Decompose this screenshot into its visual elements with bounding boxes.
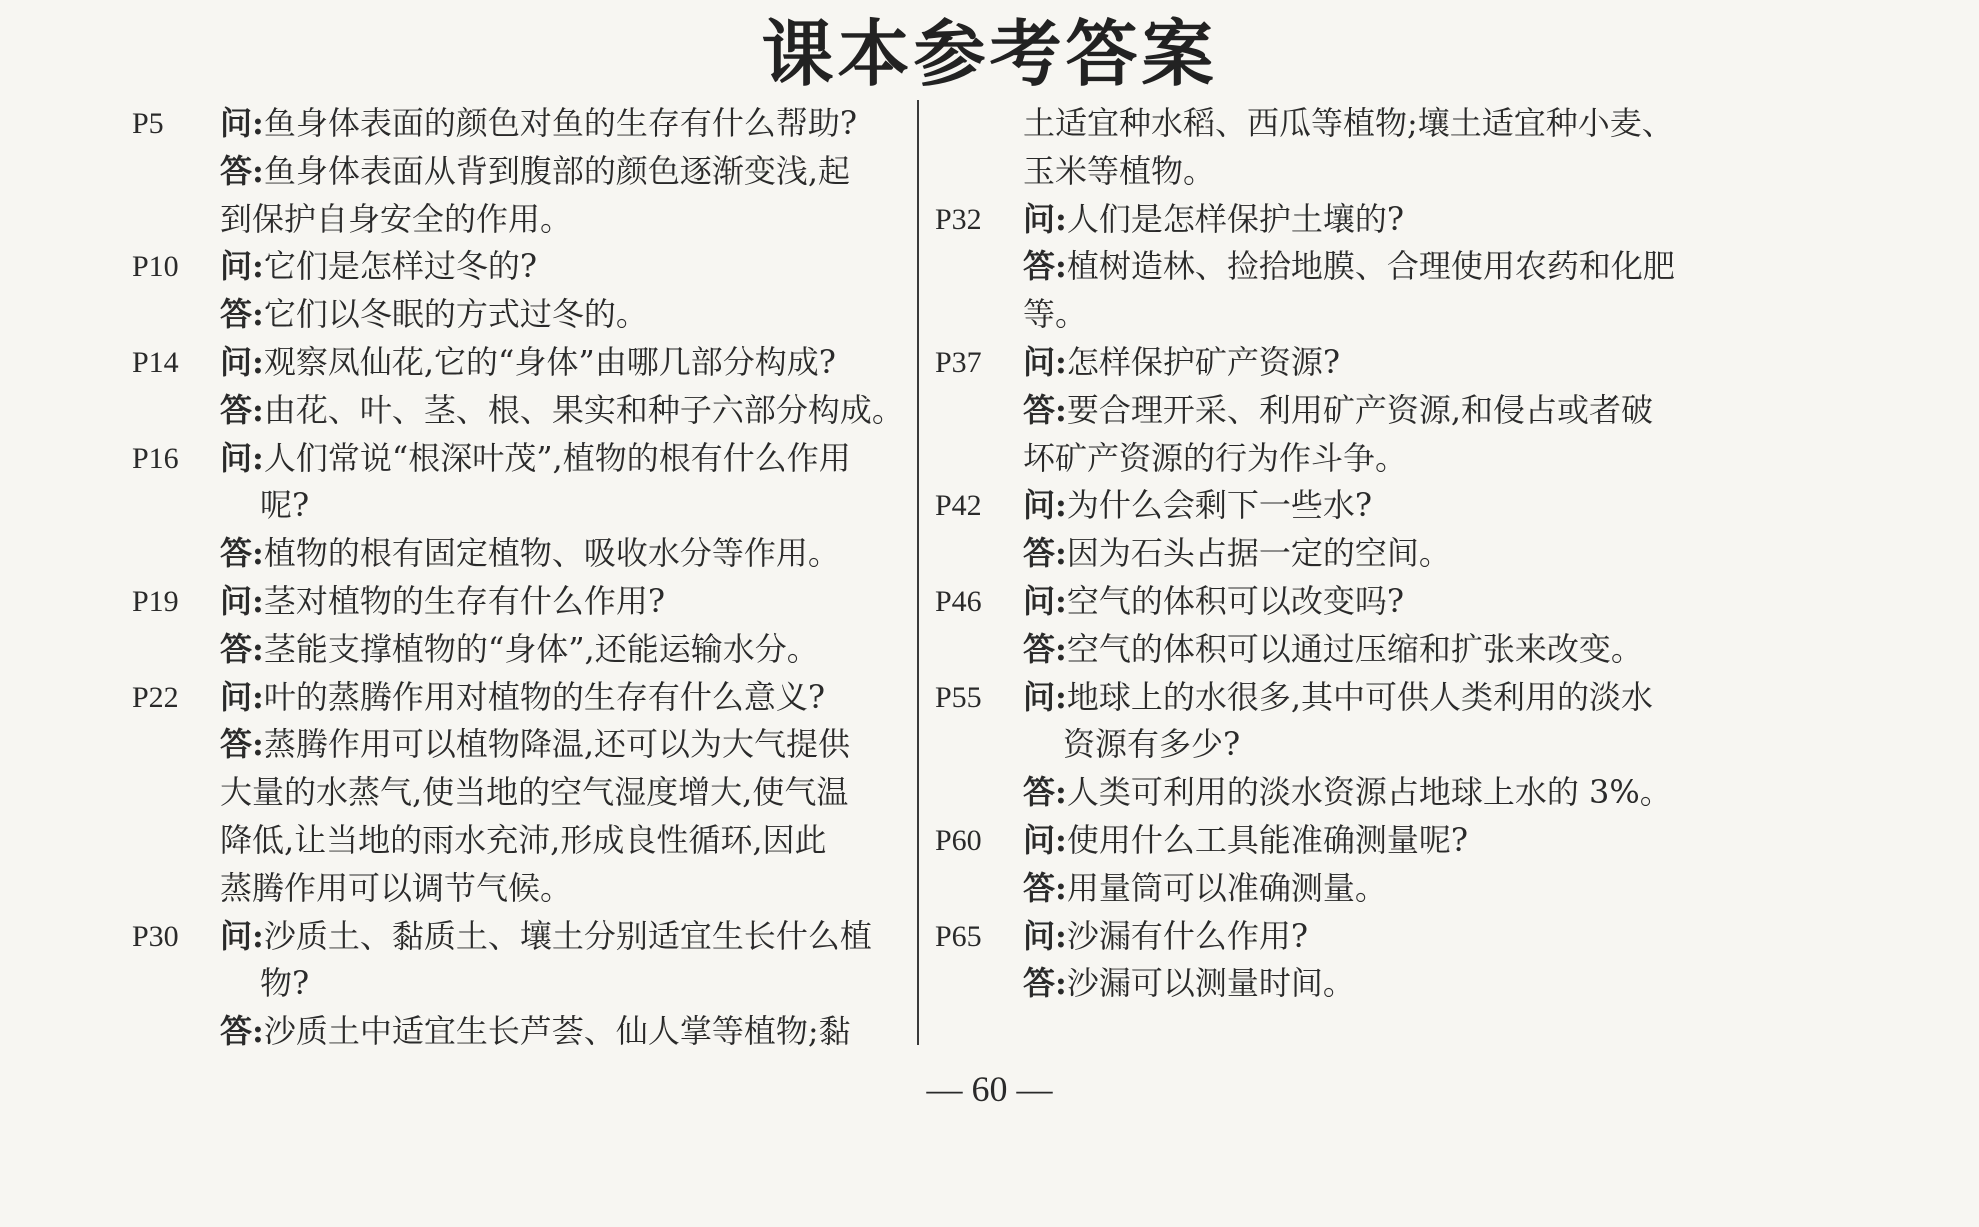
answer-text: 蒸腾作用可以植物降温,还可以为大气提供 bbox=[263, 725, 851, 764]
question-line bbox=[1023, 578, 1715, 626]
answer-line bbox=[1023, 387, 1715, 435]
question-continuation bbox=[220, 960, 912, 1008]
answer-marker: 答: bbox=[1023, 247, 1067, 286]
question-text: 沙漏有什么作用? bbox=[1066, 916, 1308, 955]
question-line bbox=[220, 339, 912, 387]
answer-marker: 答: bbox=[220, 151, 264, 190]
answer-marker: 答: bbox=[220, 629, 264, 668]
question-text: 怎样保护矿产资源? bbox=[1066, 342, 1340, 381]
question-marker: 问: bbox=[1023, 916, 1067, 955]
answer-continuation: 玉米等植物。 bbox=[1023, 151, 1216, 190]
question-text: 使用什么工具能准确测量呢? bbox=[1066, 820, 1468, 859]
page-ref: P42 bbox=[935, 489, 982, 523]
answer-continuation bbox=[220, 817, 912, 865]
question-line bbox=[1023, 339, 1715, 387]
question-line bbox=[220, 578, 912, 626]
answer-text: 降低,让当地的雨水充沛,形成良性循环,因此 bbox=[220, 820, 827, 859]
answer-line bbox=[1023, 626, 1715, 674]
answer-line bbox=[220, 721, 912, 769]
question-text: 地球上的水很多,其中可供人类利用的淡水 bbox=[1066, 677, 1654, 716]
answer-line bbox=[220, 387, 912, 435]
page-ref: P30 bbox=[132, 919, 179, 953]
left-column bbox=[132, 100, 912, 1056]
answer-text: 因为石头占据一定的空间。 bbox=[1066, 534, 1451, 573]
answer-text: 蒸腾作用可以调节气候。 bbox=[220, 868, 573, 907]
answer-line bbox=[1023, 530, 1715, 578]
question-line bbox=[220, 243, 912, 291]
answer-continuation bbox=[1023, 435, 1715, 483]
question-continuation bbox=[220, 482, 912, 530]
question-line bbox=[1023, 817, 1715, 865]
qa-entry bbox=[935, 339, 1715, 482]
question-line bbox=[220, 100, 912, 148]
question-marker: 问: bbox=[1023, 486, 1067, 525]
question-marker: 问: bbox=[220, 581, 264, 620]
question-marker: 问: bbox=[220, 342, 264, 381]
answer-line bbox=[220, 626, 912, 674]
question-text: 鱼身体表面的颜色对鱼的生存有什么帮助? bbox=[263, 104, 857, 142]
answer-text: 沙漏可以测量时间。 bbox=[1066, 964, 1355, 1003]
page-ref: P22 bbox=[132, 680, 179, 714]
page-ref: P46 bbox=[935, 584, 982, 618]
answer-continuation bbox=[220, 196, 912, 244]
qa-entry bbox=[935, 482, 1715, 578]
answer-marker: 答: bbox=[220, 534, 264, 573]
page-ref: P14 bbox=[132, 345, 179, 379]
question-marker: 问: bbox=[220, 438, 264, 477]
qa-entry bbox=[132, 913, 912, 1056]
question-line bbox=[1023, 196, 1715, 244]
question-marker: 问: bbox=[1023, 581, 1067, 620]
column-divider bbox=[917, 100, 919, 1045]
page-number: — 60 — bbox=[926, 1069, 1053, 1109]
answer-text: 到保护自身安全的作用。 bbox=[220, 199, 573, 238]
answer-text: 鱼身体表面从背到腹部的颜色逐渐变浅,起 bbox=[263, 151, 851, 190]
answer-line bbox=[220, 1008, 912, 1056]
answer-continuation bbox=[1023, 291, 1715, 339]
question-line bbox=[1023, 482, 1715, 530]
answer-text: 空气的体积可以通过压缩和扩张来改变。 bbox=[1066, 629, 1643, 668]
answer-marker: 答: bbox=[1023, 629, 1067, 668]
question-text: 人们常说“根深叶茂”,植物的根有什么作用 bbox=[263, 438, 851, 477]
answer-marker: 答: bbox=[1023, 390, 1067, 429]
qa-entry bbox=[935, 196, 1715, 339]
answer-text: 用量筒可以准确测量。 bbox=[1066, 868, 1387, 907]
question-text: 资源有多少? bbox=[1063, 725, 1241, 764]
question-text: 观察凤仙花,它的“身体”由哪几部分构成? bbox=[263, 342, 836, 381]
answer-continuation bbox=[220, 865, 912, 913]
answer-text: 大量的水蒸气,使当地的空气湿度增大,使气温 bbox=[220, 773, 849, 812]
question-continuation bbox=[1023, 721, 1715, 769]
question-marker: 问: bbox=[220, 677, 264, 716]
question-text: 沙质土、黏质土、壤土分别适宜生长什么植 bbox=[263, 916, 872, 955]
answer-marker: 答: bbox=[220, 1012, 264, 1051]
answer-line bbox=[220, 291, 912, 339]
question-line bbox=[220, 674, 912, 722]
question-text: 叶的蒸腾作用对植物的生存有什么意义? bbox=[263, 677, 825, 716]
question-text: 空气的体积可以改变吗? bbox=[1066, 581, 1404, 620]
answer-marker: 答: bbox=[220, 390, 264, 429]
question-marker: 问: bbox=[1023, 677, 1067, 716]
answer-marker: 答: bbox=[1023, 964, 1067, 1003]
page-ref: P60 bbox=[935, 823, 982, 857]
answer-marker: 答: bbox=[220, 725, 264, 764]
question-marker: 问: bbox=[220, 247, 264, 286]
qa-entry bbox=[935, 817, 1715, 913]
page-title: 课本参考答案 bbox=[761, 11, 1218, 96]
qa-entry bbox=[935, 674, 1715, 817]
answer-text: 茎能支撑植物的“身体”,还能运输水分。 bbox=[263, 629, 819, 668]
page-ref: P10 bbox=[132, 250, 179, 284]
answer-text: 要合理开采、利用矿产资源,和侵占或者破 bbox=[1066, 390, 1654, 429]
question-text: 它们是怎样过冬的? bbox=[263, 247, 537, 286]
answer-text: 等。 bbox=[1023, 295, 1088, 334]
answer-line bbox=[1023, 243, 1715, 291]
page-ref: P32 bbox=[935, 202, 982, 236]
answer-text: 坏矿产资源的行为作斗争。 bbox=[1023, 438, 1408, 477]
question-marker: 问: bbox=[220, 104, 264, 142]
qa-entry bbox=[132, 435, 912, 578]
question-line bbox=[220, 435, 912, 483]
qa-entry bbox=[132, 339, 912, 435]
answer-text: 植物的根有固定植物、吸收水分等作用。 bbox=[263, 534, 840, 573]
question-line bbox=[1023, 674, 1715, 722]
qa-entry bbox=[935, 913, 1715, 1009]
question-text: 人们是怎样保护土壤的? bbox=[1066, 199, 1404, 238]
answer-text: 人类可利用的淡水资源占地球上水的 3%。 bbox=[1066, 773, 1672, 812]
page-ref: P5 bbox=[132, 107, 164, 140]
qa-entry bbox=[132, 243, 912, 339]
answer-line bbox=[220, 148, 912, 196]
page-ref: P16 bbox=[132, 441, 179, 475]
answer-continuation-block bbox=[935, 100, 1715, 196]
question-marker: 问: bbox=[1023, 820, 1067, 859]
answer-text: 它们以冬眠的方式过冬的。 bbox=[263, 295, 648, 334]
question-text: 呢? bbox=[260, 486, 310, 525]
page-ref: P55 bbox=[935, 680, 982, 714]
answer-marker: 答: bbox=[1023, 534, 1067, 573]
question-marker: 问: bbox=[220, 916, 264, 955]
question-marker: 问: bbox=[1023, 199, 1067, 238]
answer-text: 植树造林、捡拾地膜、合理使用农药和化肥 bbox=[1066, 247, 1675, 286]
answer-text: 由花、叶、茎、根、果实和种子六部分构成。 bbox=[263, 390, 904, 429]
question-text: 茎对植物的生存有什么作用? bbox=[263, 581, 665, 620]
question-line bbox=[1023, 913, 1715, 961]
qa-entry bbox=[132, 100, 912, 243]
answer-text: 沙质土中适宜生长芦荟、仙人掌等植物;黏 bbox=[263, 1012, 851, 1051]
page-ref: P65 bbox=[935, 919, 982, 953]
answer-line bbox=[220, 530, 912, 578]
question-text: 物? bbox=[260, 964, 310, 1003]
answer-marker: 答: bbox=[220, 295, 264, 334]
question-text: 为什么会剩下一些水? bbox=[1066, 486, 1372, 525]
page-ref: P19 bbox=[132, 584, 179, 618]
answer-marker: 答: bbox=[1023, 868, 1067, 907]
answer-line bbox=[1023, 865, 1715, 913]
answer-line bbox=[1023, 960, 1715, 1008]
question-line bbox=[220, 913, 912, 961]
question-marker: 问: bbox=[1023, 342, 1067, 381]
qa-entry bbox=[935, 578, 1715, 674]
answer-line bbox=[1023, 769, 1715, 817]
answer-continuation: 土适宜种水稻、西瓜等植物;壤土适宜种小麦、 bbox=[1023, 104, 1674, 142]
page-ref: P37 bbox=[935, 345, 982, 379]
qa-entry bbox=[132, 578, 912, 674]
answer-marker: 答: bbox=[1023, 773, 1067, 812]
qa-entry bbox=[132, 674, 912, 913]
answer-continuation bbox=[220, 769, 912, 817]
right-column bbox=[935, 100, 1715, 1008]
